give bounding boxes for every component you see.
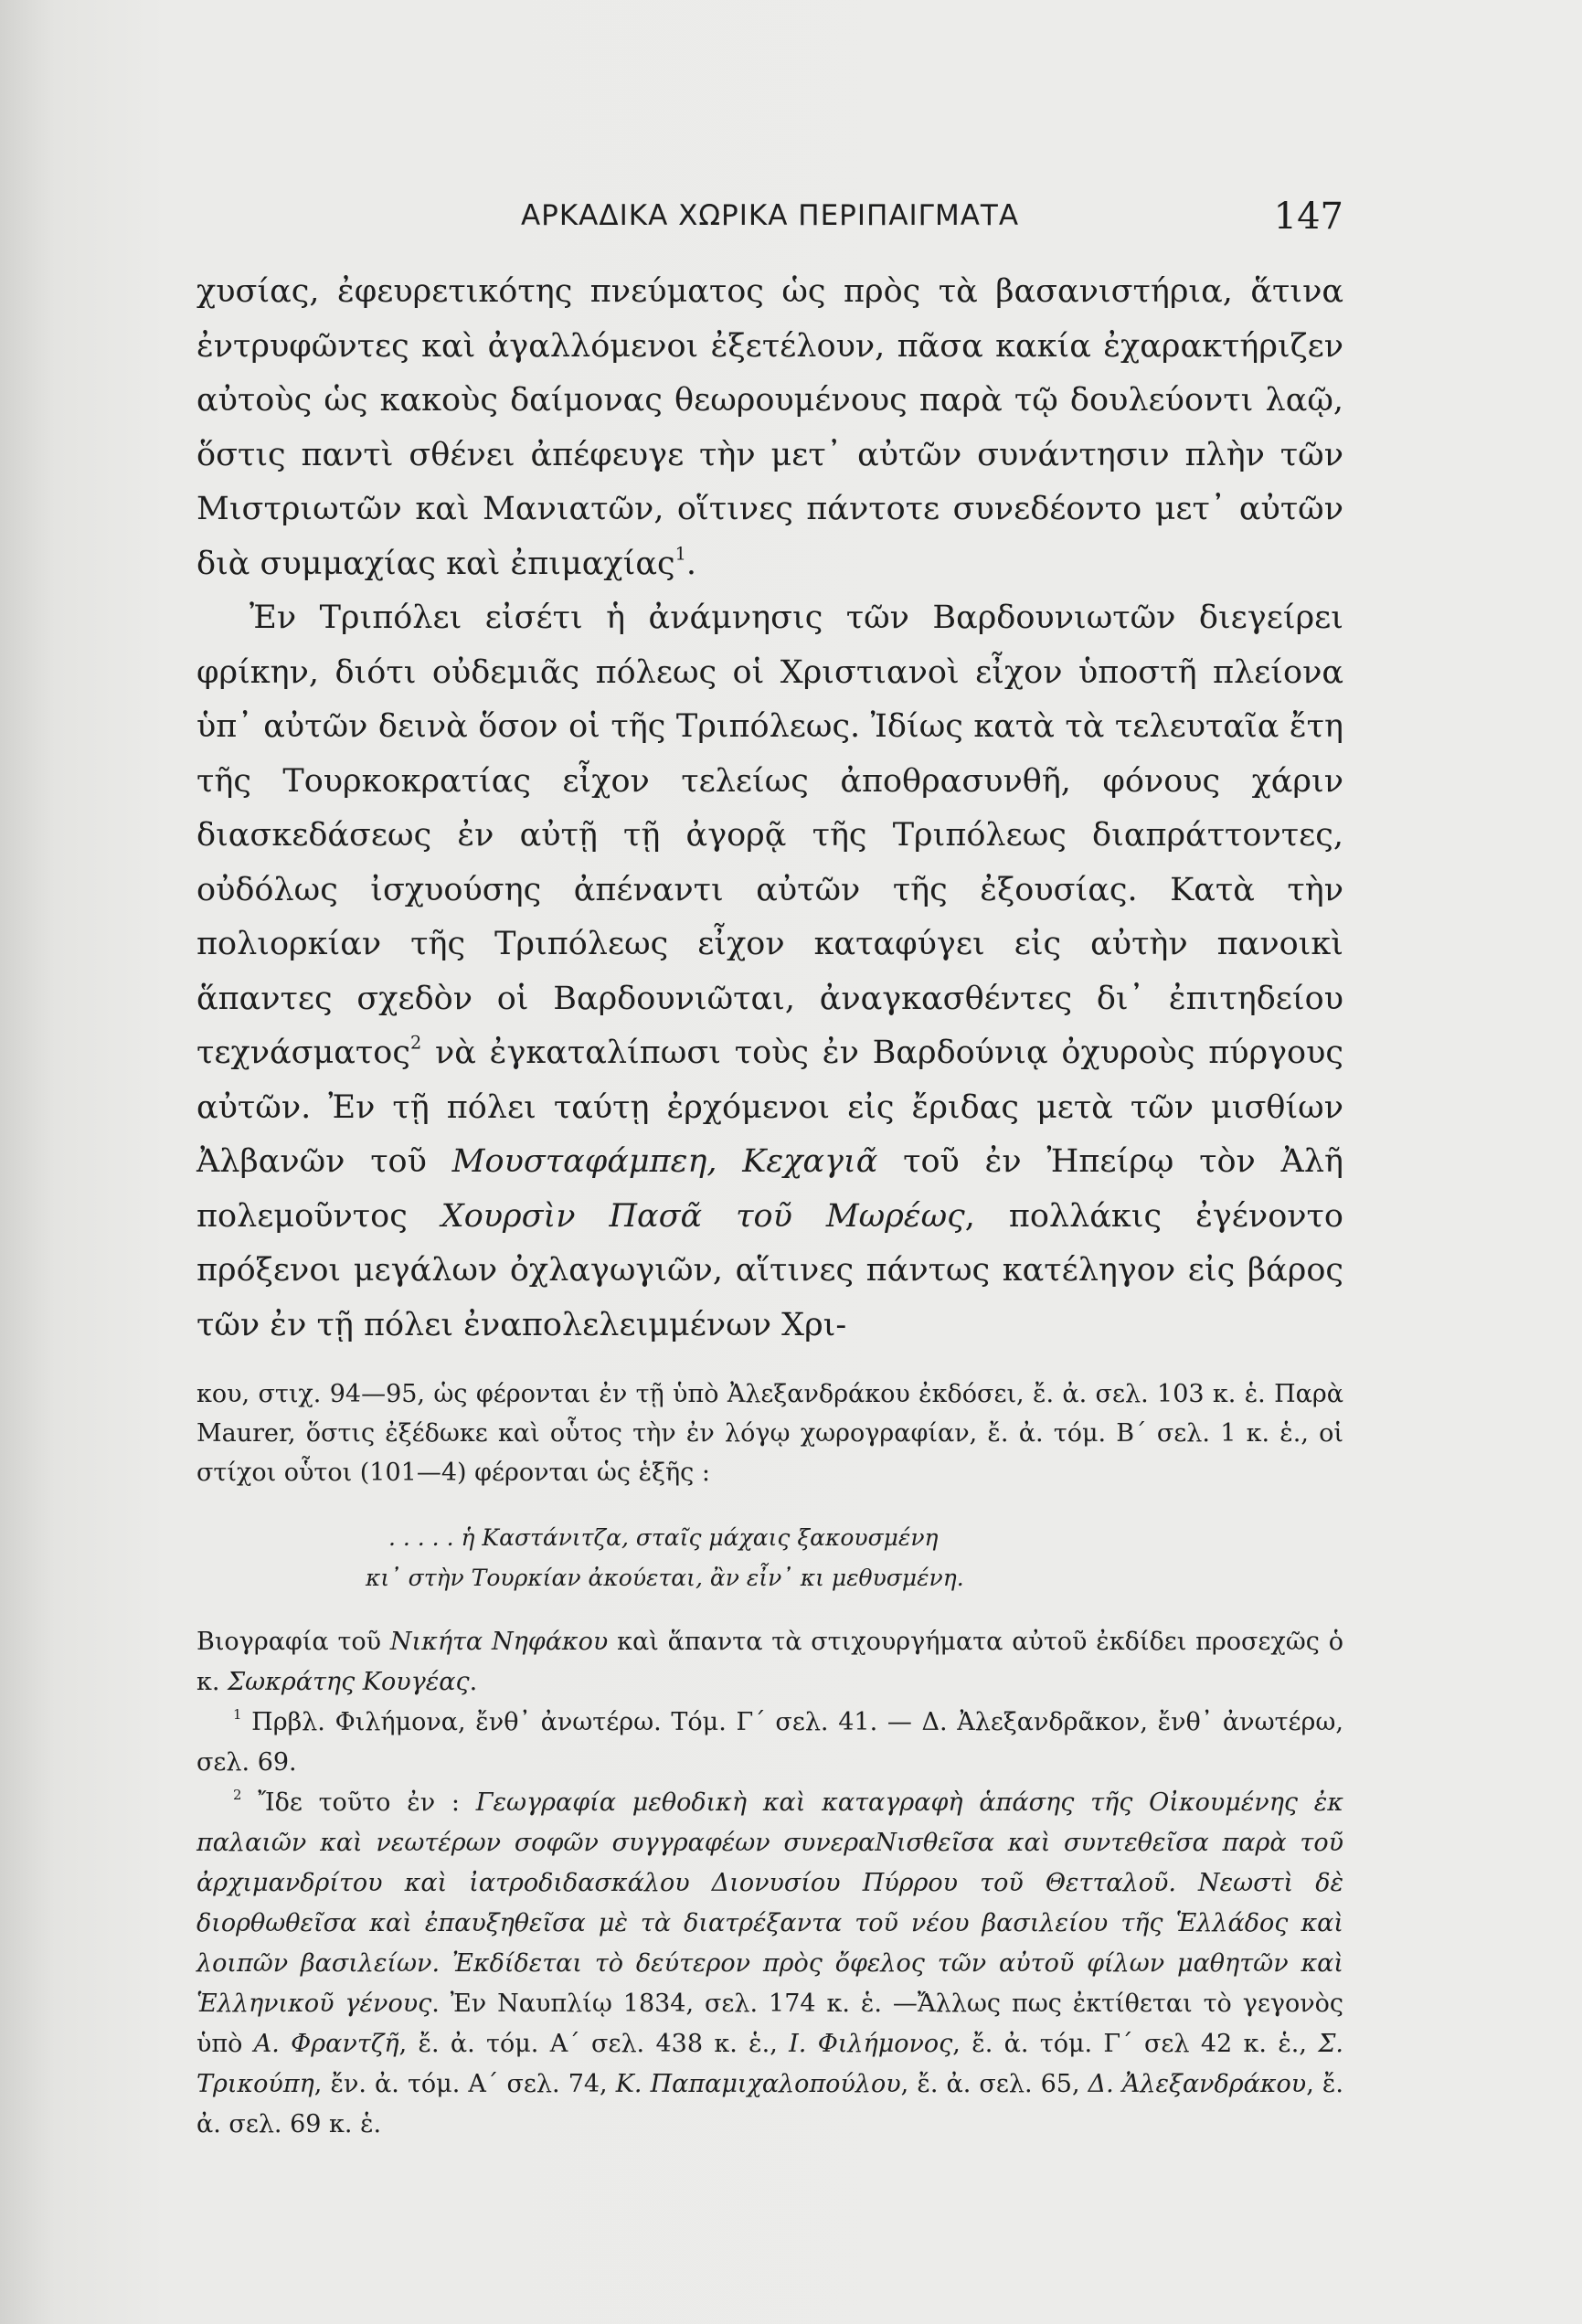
footnote-2-text-g: , ἔ. ἀ. σελ. 69 κ. ἑ. [196,2070,1343,2138]
footnote-continuation-text: κου, στιχ. 94—95, ὡς φέρονται ἐν τῇ ὑπὸ Ἀλεξανδράκου ἐκδόσει, ἔ. ἀ. σελ. 103 κ. ἑ. Παρὰ Maurer, ὅστις ἐξέδωκε καὶ οὗτος τὴν ἐν λόγῳ χωρογραφίαν, ἔ. ἀ. τόμ. Β´ σελ. 1 κ. ἑ., οἱ στίχοι οὗτοι (101—4) φέρονται ὡς ἑξῆς : [196,1380,1343,1487]
note-biography-author: Σωκράτης Κουγέας [228,1668,470,1696]
footnote-2 [196,1783,1343,2145]
paragraph-1-text: χυσίας, ἐφευρετικότης πνεύματος ὡς πρὸς τὰ βασανιστήρια, ἅτινα ἐντρυφῶντες καὶ ἀγαλλόμενοι ἐξετέλουν, πᾶσα κακία ἐχαρακτήριζεν αὐτοὺς ὡς κακοὺς δαίμονας θεωρουμένους παρὰ τῷ δουλεύοντι λαῷ, ὅστις παντὶ σθένει ἀπέφευγε τὴν μετ᾽ αὐτῶν συνάντησιν πλὴν τῶν Μιστριωτῶν καὶ Μανιατῶν, οἵτινες πάντοτε συνεδέοντο μετ᾽ αὐτῶν διὰ συμμαχίας καὶ ἐπιμαχίας [196,273,1343,582]
footnote-1 [196,1703,1343,1783]
paragraph-2-text-c: τοῦ ἐν Ἠπείρῳ τὸν Ἀλῆ πολεμοῦντος [196,1143,1343,1235]
footnote-2-text-a: Ἴδε τοῦτο ἐν : [258,1788,476,1817]
italic-name-moustafampei: Μουσταφάμπεη, Κεχαγιᾶ [451,1143,878,1180]
footnote-2-marker: 2 [233,1787,242,1804]
footnote-2-author-papamichalopoulos: Κ. Παπαμιχαλοπούλου [615,2070,901,2098]
footnote-2-text-f: , ἔ. ἀ. σελ. 65, [900,2070,1088,2098]
italic-name-chourshin: Χουρσὶν Πασᾶ τοῦ Μωρέως [441,1197,965,1235]
note-biography-name: Νικήτα Νηφάκου [389,1628,609,1656]
text-column [196,192,1343,2145]
main-text [196,265,1343,1353]
footnotes [196,1622,1343,2145]
footnote-2-author-trikoupis: Σ. Τρικούπη [196,2030,1343,2098]
note-biography-text-a: Βιογραφία τοῦ [196,1628,390,1656]
footnote-ref-2: 2 [409,1032,422,1054]
quoted-verse [196,1518,1343,1598]
paragraph-2-text-b: νὰ ἐγκαταλίπωσι τοὺς ἐν Βαρδούνιᾳ ὀχυροὺς πύργους αὐτῶν. Ἐν τῇ πόλει ταύτῃ ἐρχόμενοι εἰς ἔριδας μετὰ τῶν μισθίων Ἀλβανῶν τοῦ [196,1035,1343,1180]
page-number: 147 [1273,196,1343,238]
paragraph-2 [196,591,1343,1353]
paragraph-2-text-a: Ἐν Τριπόλει εἰσέτι ἡ ἀνάμνησις τῶν Βαρδουνιωτῶν διεγείρει φρίκην, διότι οὐδεμιᾶς πόλεως οἱ Χριστιανοὶ εἶχον ὑποστῆ πλείονα ὑπ᾽ αὐτῶν δεινὰ ὅσον οἱ τῆς Τριπόλεως. Ἰδίως κατὰ τὰ τελευταῖα ἔτη τῆς Τουρκοκρατίας εἶχον τελείως ἀποθρασυνθῆ, φόνους χάριν διασκεδάσεως ἐν αὐτῇ τῇ ἀγορᾷ τῆς Τριπόλεως διαπράττοντες, οὐδόλως ἰσχυούσης ἀπέναντι αὐτῶν τῆς ἐξουσίας. Κατὰ τὴν πολιορκίαν τῆς Τριπόλεως εἶχον καταφύγει εἰς αὐτὴν πανοικὶ ἅπαντες σχεδὸν οἱ Βαρδουνιῶται, ἀναγκασθέντες δι᾽ ἐπιτηδείου τεχνάσματος [196,600,1343,1071]
footnote-1-text: Πρβλ. Φιλήμονα, ἔνθ᾽ ἀνωτέρω. Τόμ. Γ´ σελ. 41. — Δ. Ἀλεξανδρᾶκον, ἔνθ᾽ ἀνωτέρω, σελ. 69. [196,1708,1343,1777]
footnote-2-text-b: . Ἐν Ναυπλίῳ 1834, σελ. 174 κ. ἑ. —Ἄλλως πως ἐκτίθεται τὸ γεγονὸς ὑπὸ [196,1990,1344,2058]
verse-line-2: κι᾽ στὴν Τουρκίαν ἀκούεται, ἂν εἶν᾽ κι μεθυσμένη. [366,1565,964,1591]
footnote-2-text-c: , ἔ. ἀ. τόμ. Α´ σελ. 438 κ. ἑ., [398,2030,790,2058]
paragraph-1-end: . [685,545,696,582]
footnote-ref-1: 1 [674,543,686,565]
running-title: ΑΡΚΑΔΙΚΑ ΧΩΡΙΚΑ ΠΕΡΙΠΑΙΓΜΑΤΑ [520,199,1020,232]
note-biography-text-b: καὶ ἅπαντα τὰ στιχουργήματα αὐτοῦ ἐκδίδει προσεχῶς ὁ κ. [196,1628,1343,1696]
footnote-2-text-d: , ἔ. ἀ. τόμ. Γ´ σελ 42 κ. ἑ., [952,2030,1319,2058]
footnote-2-text-e: , ἔν. ἀ. τόμ. Α´ σελ. 74, [313,2070,616,2098]
note-biography [196,1622,1343,1703]
running-head [196,192,1343,247]
footnote-2-author-frantzis: Α. Φραντζῆ [253,2030,399,2058]
paragraph-1 [196,265,1343,591]
note-biography-text-c: . [469,1668,478,1696]
footnote-1-marker: 1 [233,1706,242,1724]
footnote-2-author-alexandrakos: Δ. Ἀλεξανδράκου [1088,2070,1307,2098]
footnote-2-author-filimon: Ι. Φιλήμονος [789,2030,953,2058]
paragraph-2-text-d: , πολλάκις ἐγένοντο πρόξενοι μεγάλων ὀχλαγωγιῶν, αἵτινες πάντως κατέληγον εἰς βάρος τῶν ἐν τῇ πόλει ἐναπολελειμμένων Χρι- [196,1197,1343,1343]
footnote-2-book-title: Γεωγραφία μεθοδικὴ καὶ καταγραφὴ ἁπάσης τῆς Οἰκουμένης ἐκ παλαιῶν καὶ νεωτέρων σοφῶν συγγραφέων συνεραNισθεῖσα καὶ συντεθεῖσα παρὰ τοῦ ἀρχιμανδρίτου καὶ ἰατροδιδασκάλου Διονυσίου Πύρρου τοῦ Θετταλοῦ. Νεωστὶ δὲ διορθωθεῖσα καὶ ἐπαυξηθεῖσα μὲ τὰ διατρέξαντα τοῦ νέου βασιλείου τῆς Ἑλλάδος καὶ λοιπῶν βασιλείων. Ἐκδίδεται τὸ δεύτερον πρὸς ὄφελος τῶν αὐτοῦ φίλων μαθητῶν καὶ Ἑλληνικοῦ γένους [196,1788,1343,2018]
verse-line-1: . . . . . ἡ Καστάνιτζα, σταῖς μάχαις ξακουσμένη [388,1524,939,1551]
footnote-continuation [196,1374,1343,1492]
